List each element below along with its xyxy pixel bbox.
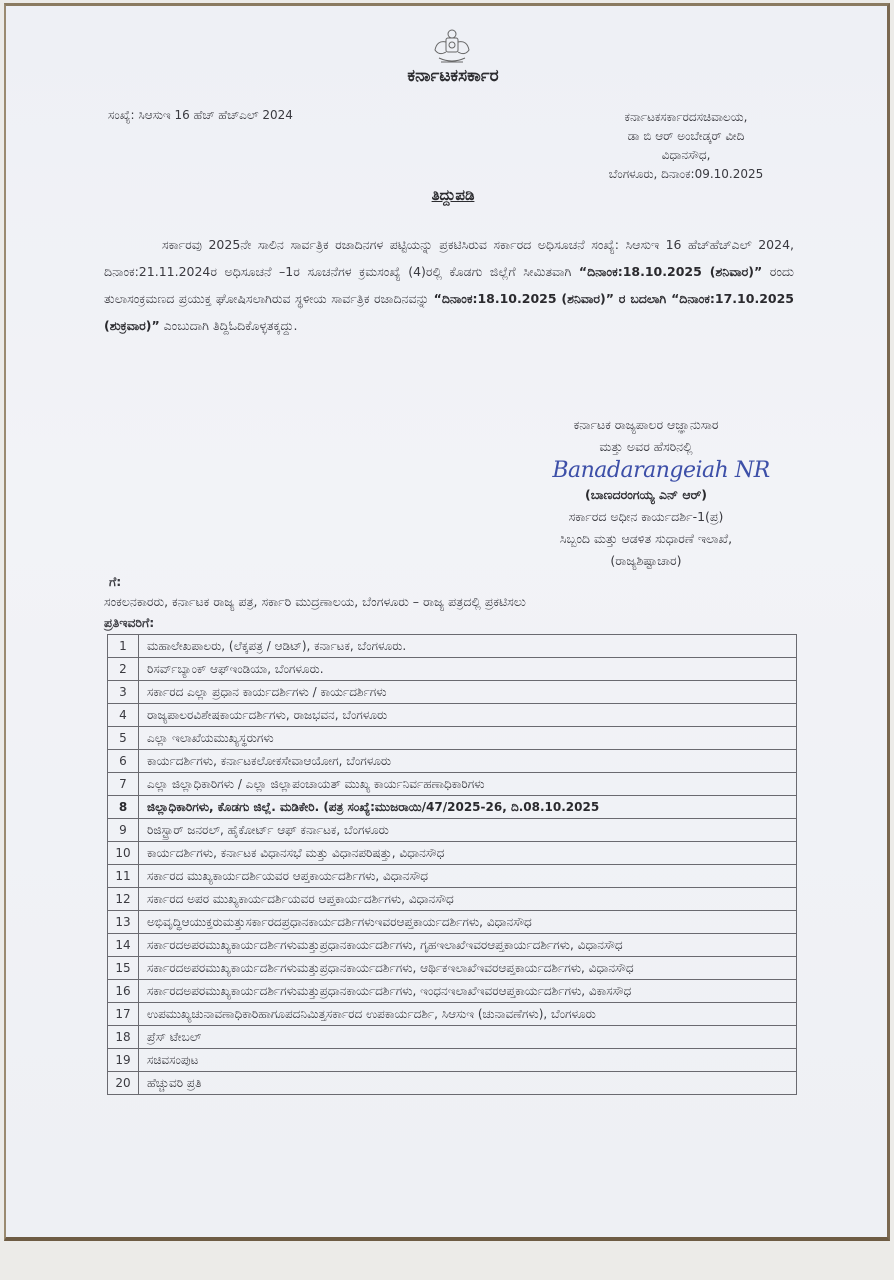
row-number: 11 bbox=[108, 865, 139, 888]
recipient-text: ಉಪಮುಖ್ಯಚುನಾವಣಾಧಿಕಾರಿಹಾಗೂಪದನಿಮಿತ್ತಸರ್ಕಾರದ ಉಪಕಾರ್ಯದರ್ಶಿ, ಸಿಆಸುಇ (ಚುನಾವಣೆಗಳು), ಬೆಂಗಳೂರು bbox=[139, 1003, 797, 1026]
table-row bbox=[108, 888, 797, 911]
government-title: ಕರ್ನಾಟಕಸರ್ಕಾರ bbox=[407, 66, 499, 86]
handwritten-signature: Banadarangeiah NR bbox=[552, 458, 770, 483]
row-number: 1 bbox=[108, 635, 139, 658]
row-number: 7 bbox=[108, 773, 139, 796]
row-number: 4 bbox=[108, 704, 139, 727]
authority-line: ಮತ್ತು ಅವರ ಹೆಸರಿನಲ್ಲಿ bbox=[599, 439, 693, 454]
row-number: 19 bbox=[108, 1049, 139, 1072]
table-row bbox=[108, 727, 797, 750]
recipient-text: ರಿಸರ್ವ್‌ಬ್ಯಾಂಕ್ ಆಫ್‌ಇಂಡಿಯಾ, ಬೆಂಗಳೂರು. bbox=[139, 658, 797, 681]
row-number: 20 bbox=[108, 1072, 139, 1095]
state-emblem-icon bbox=[429, 26, 475, 66]
recipient-text: ರಾಜ್ಯಪಾಲರವಿಶೇಷಕಾರ್ಯದರ್ಶಿಗಳು, ರಾಜಭವನ, ಬೆಂಗಳೂರು bbox=[139, 704, 797, 727]
row-number: 12 bbox=[108, 888, 139, 911]
signatory-section: (ರಾಜ್ಯಶಿಷ್ಟಾಚಾರ) bbox=[610, 553, 682, 568]
table-row bbox=[108, 934, 797, 957]
table-row bbox=[108, 957, 797, 980]
row-number: 18 bbox=[108, 1026, 139, 1049]
row-number: 8 bbox=[108, 796, 139, 819]
subject-heading: ತಿದ್ದುಪಡಿ bbox=[431, 186, 475, 204]
copy-to-label: ಪ್ರತಿಇವರಿಗೆ: bbox=[104, 615, 155, 630]
body-text-part: ರಂದು ತುಲಾಸಂಕ್ರಮಣದ ಪ್ರಯುಕ್ತ ಘೋಷಿಸಲಾಗಿರುವ ಸ್ಥಳೀಯ ಸಾರ್ವತ್ರಿಕ ರಜಾದಿನವನ್ನು bbox=[104, 264, 794, 306]
table-row bbox=[108, 819, 797, 842]
row-number: 6 bbox=[108, 750, 139, 773]
table-row bbox=[108, 750, 797, 773]
row-number: 15 bbox=[108, 957, 139, 980]
table-row bbox=[108, 1049, 797, 1072]
recipient-text: ಎಲ್ಲಾ ಇಲಾಖೆಯಮುಖ್ಯಸ್ಥರುಗಳು bbox=[139, 727, 797, 750]
signature-block bbox=[476, 414, 816, 572]
to-label: ಗೆ: bbox=[109, 574, 122, 589]
address-date-line: ಬೆಂಗಳೂರು, ದಿನಾಂಕ:09.10.2025 bbox=[608, 167, 764, 181]
document-page bbox=[4, 3, 890, 1241]
address-line: ಡಾ ಬಿ ಆರ್ ಅಂಬೇಡ್ಕರ್ ವೀದಿ bbox=[627, 129, 745, 143]
recipient-text: ಸರ್ಕಾರದ ಅಪರ ಮುಖ್ಯಕಾರ್ಯದರ್ಶಿಯವರ ಆಪ್ತಕಾರ್ಯದರ್ಶಿಗಳು, ವಿಧಾನಸೌಧ bbox=[139, 888, 797, 911]
recipient-text: ಸರ್ಕಾರದಅಪರಮುಖ್ಯಕಾರ್ಯದರ್ಶಿಗಳುಮತ್ತುಪ್ರಧಾನಕಾರ್ಯದರ್ಶಿಗಳು, ಆರ್ಥಿಕಇಲಾಖೆಇವರಆಪ್ತಕಾರ್ಯದರ್ಶಿಗಳು, ವಿಧಾನಸೌಧ bbox=[139, 957, 797, 980]
recipient-text: ಕಾರ್ಯದರ್ಶಿಗಳು, ಕರ್ನಾಟಕ ವಿಧಾನಸಭೆ ಮತ್ತು ವಿಧಾನಪರಿಷತ್ತು, ವಿಧಾನಸೌಧ bbox=[139, 842, 797, 865]
row-number: 13 bbox=[108, 911, 139, 934]
table-row bbox=[108, 1072, 797, 1095]
row-number: 17 bbox=[108, 1003, 139, 1026]
recipient-text: ಸರ್ಕಾರದಅಪರಮುಖ್ಯಕಾರ್ಯದರ್ಶಿಗಳುಮತ್ತುಪ್ರಧಾನಕಾರ್ಯದರ್ಶಿಗಳು, ಇಂಧನಇಲಾಖೆಇವರಆಪ್ತಕಾರ್ಯದರ್ಶಿಗಳು, ವಿಕಾಸಸೌಧ bbox=[139, 980, 797, 1003]
recipient-text: ಜಿಲ್ಲಾಧಿಕಾರಿಗಳು, ಕೊಡಗು ಜಿಲ್ಲೆ. ಮಡಿಕೇರಿ. (ಪತ್ರ ಸಂಖ್ಯೆ:ಮುಜರಾಯಿ/47/2025-26, ದಿ.08.10.2025 bbox=[139, 796, 797, 819]
row-number: 10 bbox=[108, 842, 139, 865]
table-row bbox=[108, 773, 797, 796]
body-text-part: ಎಂಬುದಾಗಿ ತಿದ್ದಿಓದಿಕೊಳ್ಳತಕ್ಕದ್ದು. bbox=[159, 318, 298, 333]
sender-address bbox=[566, 108, 806, 184]
address-line: ವಿಧಾನಸೌಧ, bbox=[661, 148, 711, 162]
row-number: 5 bbox=[108, 727, 139, 750]
table-row bbox=[108, 1026, 797, 1049]
table-row bbox=[108, 704, 797, 727]
signatory-name: (ಬಾಣದರಂಗಯ್ಯ ಎನ್ ಆರ್) bbox=[585, 487, 707, 502]
copy-recipients-table bbox=[107, 634, 797, 1095]
recipient-text: ಸಚಿವಸಂಪುಟ bbox=[139, 1049, 797, 1072]
table-row bbox=[108, 980, 797, 1003]
table-row bbox=[108, 1003, 797, 1026]
recipient-text: ರಿಜಿಸ್ಟ್ರಾರ್ ಜನರಲ್, ಹೈಕೋರ್ಟ್ ಆಫ್ ಕರ್ನಾಟಕ, ಬೆಂಗಳೂರು bbox=[139, 819, 797, 842]
row-number: 9 bbox=[108, 819, 139, 842]
signatory-department: ಸಿಬ್ಬಂದಿ ಮತ್ತು ಆಡಳಿತ ಸುಧಾರಣೆ ಇಲಾಖೆ, bbox=[559, 531, 733, 546]
row-number: 3 bbox=[108, 681, 139, 704]
authority-line: ಕರ್ನಾಟಕ ರಾಜ್ಯಪಾಲರ ಆಜ್ಞಾನುಸಾರ bbox=[573, 417, 719, 432]
date-change-highlight: “ದಿನಾಂಕ:18.10.2025 (ಶನಿವಾರ)” ರ ಬದಲಾಗಿ “ದಿನಾಂಕ:17.10.2025 (ಶುಕ್ರವಾರ)” bbox=[104, 291, 794, 333]
table-row bbox=[108, 796, 797, 819]
recipient-text: ಸರ್ಕಾರದಅಪರಮುಖ್ಯಕಾರ್ಯದರ್ಶಿಗಳುಮತ್ತುಪ್ರಧಾನಕಾರ್ಯದರ್ಶಿಗಳು, ಗೃಹಇಲಾಖೆಇವರಆಪ್ತಕಾರ್ಯದರ್ಶಿಗಳು, ವಿಧಾನಸೌಧ bbox=[139, 934, 797, 957]
row-number: 2 bbox=[108, 658, 139, 681]
table-row bbox=[108, 842, 797, 865]
row-number: 16 bbox=[108, 980, 139, 1003]
body-text-part: ಸರ್ಕಾರವು 2025ನೇ ಸಾಲಿನ ಸಾರ್ವತ್ರಿಕ ರಜಾದಿನಗಳ ಪಟ್ಟಿಯನ್ನು ಪ್ರಕಟಿಸಿರುವ ಸರ್ಕಾರದ ಅಧಿಸೂಚನೆ ಸಂಖ್ಯೆ: ಸಿಆಸುಇ 16 ಹೆಚ್‌ಹೆಚ್‌ಎಲ್ 2024, ದಿನಾಂಕ:21.11.2024ರ ಅಧಿಸೂಚನೆ –1ರ ಸೂಚನೆಗಳ ಕ್ರಮಸಂಖ್ಯೆ (4)ರಲ್ಲಿ ಕೊಡಗು ಜಿಲ್ಲೆಗೆ ಸೀಮಿತವಾಗಿ bbox=[104, 237, 794, 279]
row-number: 14 bbox=[108, 934, 139, 957]
primary-recipient: ಸಂಕಲನಕಾರರು, ಕರ್ನಾಟಕ ರಾಜ್ಯ ಪತ್ರ, ಸರ್ಕಾರಿ ಮುದ್ರಣಾಲಯ, ಬೆಂಗಳೂರು – ರಾಜ್ಯ ಪತ್ರದಲ್ಲಿ ಪ್ರಕಟಿಸಲು bbox=[104, 594, 526, 609]
recipient-text: ಅಭಿವೃದ್ಧಿಆಯುಕ್ತರುಮತ್ತುಸರ್ಕಾರದಪ್ರಧಾನಕಾರ್ಯದರ್ಶಿಗಳುಇವರಆಪ್ತಕಾರ್ಯದರ್ಶಿಗಳು, ವಿಧಾನಸೌಧ bbox=[139, 911, 797, 934]
recipient-text: ಪ್ರೆಸ್ ಟೇಬಲ್ bbox=[139, 1026, 797, 1049]
recipient-text: ಹೆಚ್ಚುವರಿ ಪ್ರತಿ bbox=[139, 1072, 797, 1095]
recipient-text: ಕಾರ್ಯದರ್ಶಿಗಳು, ಕರ್ನಾಟಕಲೋಕಸೇವಾಆಯೋಗ, ಬೆಂಗಳೂರು bbox=[139, 750, 797, 773]
reference-number: ಸಂಖ್ಯೆ: ಸಿಆಸುಇ 16 ಹೆಚ್ ಹೆಚ್ಎಲ್ 2024 bbox=[108, 108, 293, 122]
recipient-text: ಸರ್ಕಾರದ ಎಲ್ಲಾ ಪ್ರಧಾನ ಕಾರ್ಯದರ್ಶಿಗಳು / ಕಾರ್ಯದರ್ಶಿಗಳು bbox=[139, 681, 797, 704]
table-row bbox=[108, 865, 797, 888]
table-row bbox=[108, 658, 797, 681]
table-row bbox=[108, 635, 797, 658]
recipient-text: ಎಲ್ಲಾ ಜಿಲ್ಲಾಧಿಕಾರಿಗಳು / ಎಲ್ಲಾ ಜಿಲ್ಲಾಪಂಚಾಯತ್ ಮುಖ್ಯ ಕಾರ್ಯನಿರ್ವಹಣಾಧಿಕಾರಿಗಳು bbox=[139, 773, 797, 796]
signatory-designation: ಸರ್ಕಾರದ ಅಧೀನ ಕಾರ್ಯದರ್ಶಿ-1(ಪ್ರ) bbox=[568, 509, 724, 524]
recipient-text: ಸರ್ಕಾರದ ಮುಖ್ಯಕಾರ್ಯದರ್ಶಿಯವರ ಆಪ್ತಕಾರ್ಯದರ್ಶಿಗಳು, ವಿಧಾನಸೌಧ bbox=[139, 865, 797, 888]
old-date-highlight: “ದಿನಾಂಕ:18.10.2025 (ಶನಿವಾರ)” bbox=[578, 264, 763, 279]
address-line: ಕರ್ನಾಟಕಸರ್ಕಾರದಸಚಿವಾಲಯ, bbox=[624, 110, 748, 124]
table-row bbox=[108, 911, 797, 934]
notice-body bbox=[104, 231, 794, 339]
table-row bbox=[108, 681, 797, 704]
recipient-text: ಮಹಾಲೇಖಪಾಲರು, (ಲೆಕ್ಕಪತ್ರ / ಆಡಿಟ್), ಕರ್ನಾಟಕ, ಬೆಂಗಳೂರು. bbox=[139, 635, 797, 658]
